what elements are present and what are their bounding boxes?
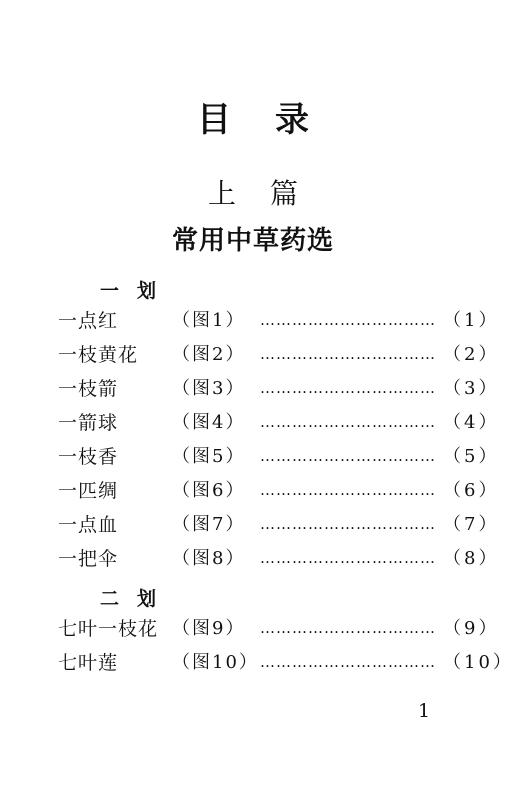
entry-figure: （图7） [172, 514, 246, 535]
leader-dots: …………………………… [260, 379, 436, 397]
entry-figure: （图4） [172, 412, 246, 433]
leader-dots: …………………………… [260, 447, 436, 465]
entry-page: （10） [443, 652, 514, 673]
entry-figure: （图9） [172, 618, 246, 639]
entry-page: （5） [443, 446, 500, 467]
entry-figure: （图5） [172, 446, 246, 467]
entry-page: （9） [443, 618, 500, 639]
entry-name: 一箭球 [58, 412, 119, 434]
section-heading: 一划 [100, 280, 175, 302]
entry-name: 一把伞 [58, 548, 119, 570]
entry-name: 一匹绸 [58, 480, 119, 502]
leader-dots: …………………………… [260, 413, 436, 431]
book-subtitle: 常用中草药选 [171, 226, 334, 256]
toc-entry[interactable] [58, 544, 500, 574]
entry-name: 七叶莲 [58, 652, 119, 674]
toc-title: 目录 [197, 100, 353, 140]
entry-figure: （图3） [172, 378, 246, 399]
toc-entry[interactable] [58, 510, 500, 540]
leader-dots: …………………………… [260, 619, 436, 637]
toc-entry[interactable] [58, 306, 500, 336]
toc-entry[interactable] [58, 476, 500, 506]
entry-name: 一点红 [58, 310, 119, 332]
part-heading: 上篇 [207, 177, 332, 210]
leader-dots: …………………………… [260, 549, 436, 567]
leader-dots: …………………………… [260, 515, 436, 533]
entry-figure: （图1） [172, 310, 246, 331]
leader-dots: …………………………… [260, 481, 436, 499]
entry-page: （1） [443, 310, 500, 331]
entry-name: 一枝黄花 [58, 344, 139, 366]
leader-dots: …………………………… [260, 345, 436, 363]
entry-name: 一枝香 [58, 446, 119, 468]
entry-page: （3） [443, 378, 500, 399]
toc-entry[interactable] [58, 340, 500, 370]
entry-name: 七叶一枝花 [58, 618, 159, 640]
entry-figure: （图10） [172, 652, 259, 673]
toc-entry[interactable] [58, 648, 514, 678]
entry-name: 一点血 [58, 514, 119, 536]
entry-page: （6） [443, 480, 500, 501]
toc-entry[interactable] [58, 614, 500, 644]
entry-page: （8） [443, 548, 500, 569]
leader-dots: …………………………… [260, 311, 436, 329]
entry-figure: （图2） [172, 344, 246, 365]
entry-figure: （图8） [172, 548, 246, 569]
entry-figure: （图6） [172, 480, 246, 501]
entry-page: （7） [443, 514, 500, 535]
entry-page: （4） [443, 412, 500, 433]
page-number: 1 [418, 700, 431, 722]
section-heading: 二划 [100, 588, 175, 610]
entry-page: （2） [443, 344, 500, 365]
toc-entry[interactable] [58, 374, 500, 404]
toc-entry[interactable] [58, 442, 500, 472]
toc-entry[interactable] [58, 408, 500, 438]
entry-name: 一枝箭 [58, 378, 119, 400]
leader-dots: …………………………… [260, 653, 436, 671]
